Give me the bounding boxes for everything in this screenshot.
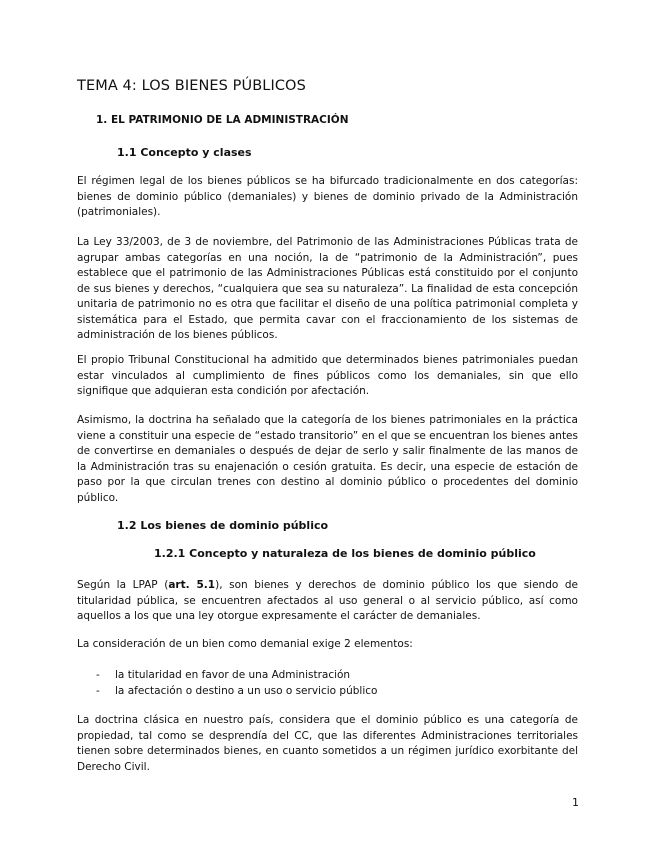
list-item-text: la afectación o destino a un uso o servicio público [115, 684, 378, 697]
paragraph-3: El propio Tribunal Constitucional ha admitido que determinados bienes patrimoniales puedan estar vinculados al cumplimiento de fines públicos como los demaniales, sin que ello signifique que adquieran esta condición por afectación. [77, 354, 578, 397]
paragraph-5-after: ), son bienes y derechos de dominio público los que siendo de titularidad pública, se encuentren afectados al uso general o al servicio público, así como aquellos a los que una ley otorgue expresamente el carácter de demaniales. [77, 579, 579, 622]
paragraph-7: La doctrina clásica en nuestro país, considera que el dominio público es una categoría de propiedad, tal como se desprendía del CC, que las diferentes Administraciones territoriales tienen sobre determinados bienes, en cuanto sometidos a un régimen jurídico exorbitante del Derecho Civil. [77, 714, 578, 773]
list-item-text: la titularidad en favor de una Administración [115, 669, 351, 681]
paragraph-5 [77, 578, 578, 625]
subsection-heading-1-2-1: 1.2.1 Concepto y naturaleza de los bienes de dominio público [154, 547, 536, 560]
article-reference: art. 5.1 [168, 579, 216, 591]
paragraph-5-before: Según la LPAP ( [77, 579, 169, 591]
paragraph-2: La Ley 33/2003, de 3 de noviembre, del Patrimonio de las Administraciones Públicas trata de agrupar ambas categorías en una noción, la de “patrimonio de la Administración”, pues establece que el patrimonio de las Administraciones Públicas está constituido por el conjunto de sus bienes y derechos, “cualquiera que sea su naturaleza”. La finalidad de esta concepción unitaria de patrimonio no es otra que facilitar el diseño de una política patrimonial completa y sistemática para el Estado, que permita cavar con el fraccionamiento de los sistemas de administración de los bienes públicos. [77, 236, 578, 341]
section-heading-1: 1. EL PATRIMONIO DE LA ADMINISTRACIÓN [96, 114, 349, 126]
list-dash: - [96, 684, 100, 697]
paragraph-1: El régimen legal de los bienes públicos se ha bifurcado tradicionalmente en dos categorías: bienes de dominio público (demaniales) y bienes de dominio privado de la Administración (patrimoniales). [77, 175, 578, 218]
document-title: TEMA 4: LOS BIENES PÚBLICOS [77, 78, 306, 94]
paragraph-6: La consideración de un bien como demanial exige 2 elementos: [77, 638, 413, 650]
page-number: 1 [572, 796, 579, 809]
subsection-heading-1-2: 1.2 Los bienes de dominio público [117, 519, 329, 532]
paragraph-4: Asimismo, la doctrina ha señalado que la categoría de los bienes patrimoniales en la práctica viene a constituir una especie de “estado transitorio” en el que se encuentran los bienes antes de convertirse en demaniales o después de dejar de serlo y salir finalmente de las manos de la Administración tras su enajenación o cesión gratuita. Es decir, una especie de estación de paso por la que circulan trenes con destino al dominio público o procedentes del dominio público. [77, 414, 578, 504]
list-item [96, 684, 377, 700]
list-item [96, 668, 377, 684]
requirements-list [96, 668, 377, 699]
list-dash: - [96, 669, 100, 681]
subsection-heading-1-1: 1.1 Concepto y clases [117, 146, 252, 159]
